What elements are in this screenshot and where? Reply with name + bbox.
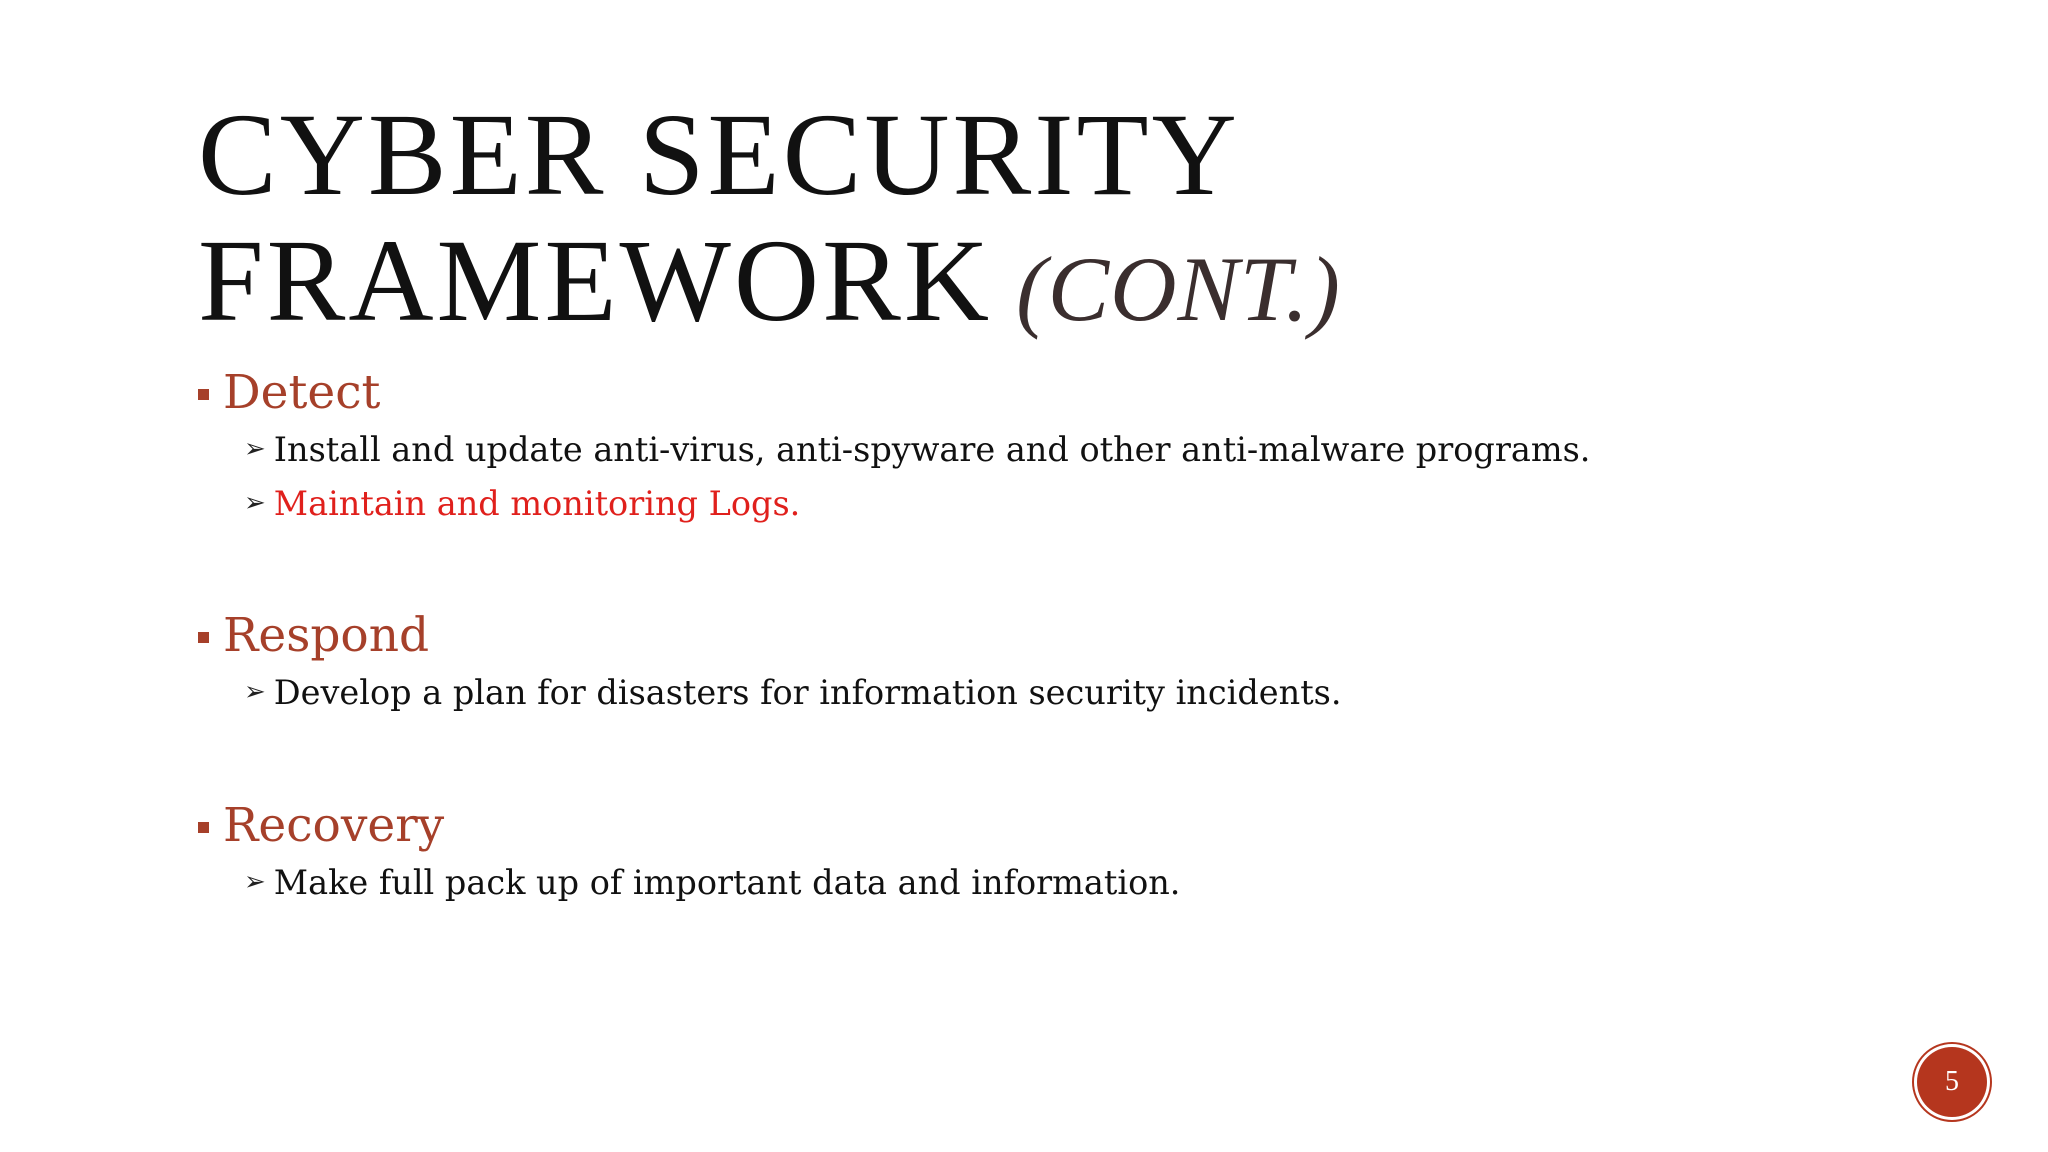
section-recovery [198, 795, 1180, 909]
section-heading [198, 795, 1180, 855]
list-item [244, 422, 1590, 476]
section-heading-text: Recovery [223, 797, 445, 853]
list-item [244, 665, 1342, 719]
section-heading-text: Respond [223, 607, 430, 663]
arrow-bullet-icon: ➢ [244, 434, 266, 464]
title-line-1: CYBER SECURITY [198, 89, 1240, 220]
arrow-bullet-icon: ➢ [244, 677, 266, 707]
list-item [244, 476, 1590, 530]
list-item [244, 855, 1180, 909]
arrow-bullet-icon: ➢ [244, 488, 266, 518]
arrow-bullet-icon: ➢ [244, 867, 266, 897]
title-suffix: (CONT.) [1016, 238, 1341, 340]
page-number-badge [1917, 1047, 1987, 1117]
list-item-text: Develop a plan for disasters for information security incidents. [273, 672, 1342, 712]
section-respond [198, 605, 1342, 719]
slide-title [198, 89, 1698, 352]
square-bullet-icon [198, 822, 209, 833]
section-heading-text: Detect [223, 364, 381, 420]
square-bullet-icon [198, 389, 209, 400]
section-detect [198, 362, 1590, 530]
list-item-text-highlighted: Maintain and monitoring Logs. [273, 483, 801, 523]
title-line-2 [198, 215, 1698, 352]
title-line-2-text: FRAMEWORK [198, 215, 993, 346]
list-item-text: Make full pack up of important data and information. [273, 862, 1181, 902]
section-heading [198, 362, 1590, 422]
square-bullet-icon [198, 632, 209, 643]
list-item-text: Install and update anti-virus, anti-spyware and other anti-malware programs. [273, 429, 1591, 469]
page-number: 5 [1945, 1066, 1959, 1097]
section-heading [198, 605, 1342, 665]
